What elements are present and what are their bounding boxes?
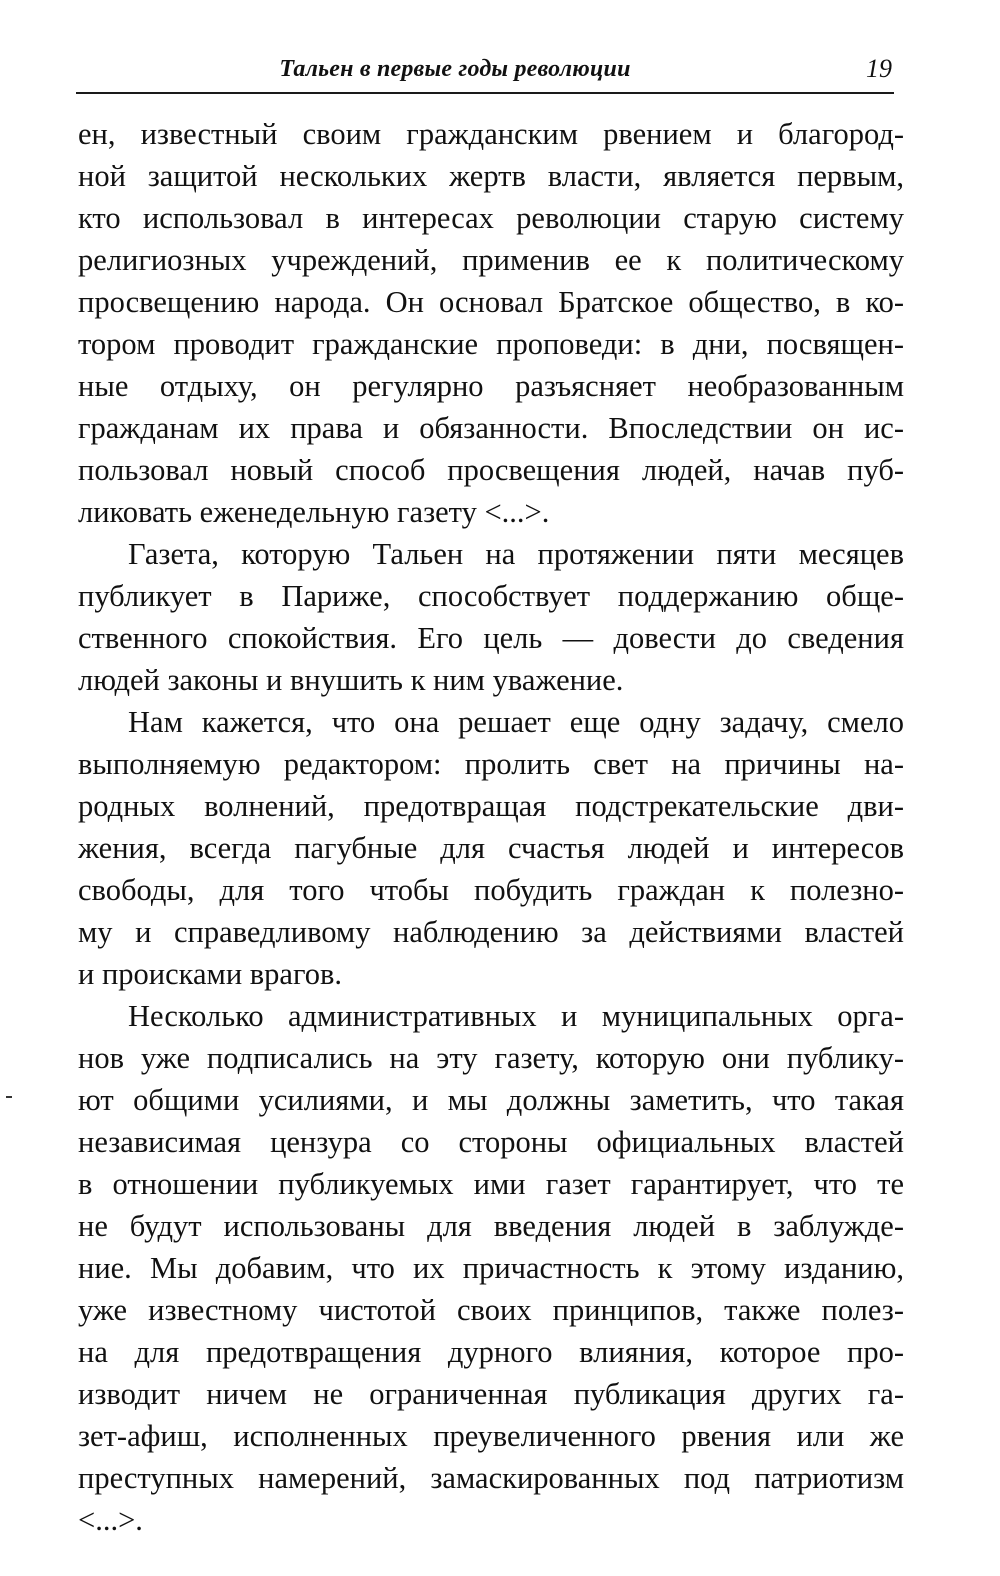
text-line: нов уже подписались на эту газету, которую они публику- [78, 1041, 904, 1075]
paragraph-1 [78, 113, 904, 533]
margin-mark [6, 1096, 12, 1098]
text-line: му и справедливому наблюдению за действиями властей [78, 915, 904, 949]
text-line: родных волнений, предотвращая подстрекательские дви- [78, 789, 904, 823]
text-line: свободы, для того чтобы побудить граждан к полезно- [78, 873, 904, 907]
paragraph-3 [78, 701, 904, 995]
text-line: ные отдыху, он регулярно разъясняет необразованным [78, 369, 904, 403]
text-line: Нам кажется, что она решает еще одну задачу, смело [128, 705, 904, 739]
text-line: ние. Мы добавим, что их причастность к этому изданию, [78, 1251, 904, 1285]
text-line: изводит ничем не ограниченная публикация других га- [78, 1377, 904, 1411]
running-header [76, 52, 894, 94]
text-line: пользовал новый способ просвещения людей, начав пуб- [78, 453, 904, 487]
body-text [78, 113, 904, 1541]
text-line: Несколько административных и муниципальных орга- [128, 999, 904, 1033]
paragraph-4 [78, 995, 904, 1541]
text-line: публикует в Париже, способствует поддержанию обще- [78, 579, 904, 613]
text-line: людей законы и внушить к ним уважение. [78, 663, 624, 697]
text-line: уже известному чистотой своих принципов, также полез- [78, 1293, 904, 1327]
text-line: религиозных учреждений, применив ее к политическому [78, 243, 904, 277]
text-line: Газета, которую Тальен на протяжении пяти месяцев [128, 537, 904, 571]
paragraph-2 [78, 533, 904, 701]
text-line: ной защитой нескольких жертв власти, является первым, [78, 159, 904, 193]
text-line: выполняемую редактором: пролить свет на причины на- [78, 747, 904, 781]
text-line: ственного спокойствия. Его цель — довести до сведения [78, 621, 904, 655]
text-line: ют общими усилиями, и мы должны заметить, что такая [78, 1083, 904, 1117]
text-line: и происками врагов. [78, 957, 342, 991]
text-line: преступных намерений, замаскированных под патриотизм [78, 1461, 904, 1495]
page-number: 19 [866, 54, 892, 83]
text-line: тором проводит гражданские проповеди: в дни, посвящен- [78, 327, 904, 361]
text-line: гражданам их права и обязанности. Впоследствии он ис- [78, 411, 904, 445]
text-line: на для предотвращения дурного влияния, которое про- [78, 1335, 904, 1369]
text-line: ен, известный своим гражданским рвением и благород- [78, 117, 904, 151]
text-line: кто использовал в интересах революции старую систему [78, 201, 904, 235]
text-line: в отношении публикуемых ими газет гарантирует, что те [78, 1167, 904, 1201]
text-line: <...>. [78, 1503, 143, 1537]
text-line: независимая цензура со стороны официальных властей [78, 1125, 904, 1159]
text-line: зет-афиш, исполненных преувеличенного рвения или же [78, 1419, 904, 1453]
text-line: ликовать еженедельную газету <...>. [78, 495, 550, 529]
running-title: Тальен в первые годы революции [279, 56, 631, 82]
text-line: просвещению народа. Он основал Братское общество, в ко- [78, 285, 904, 319]
text-line: не будут использованы для введения людей в заблужде- [78, 1209, 904, 1243]
text-line: жения, всегда пагубные для счастья людей и интересов [78, 831, 904, 865]
